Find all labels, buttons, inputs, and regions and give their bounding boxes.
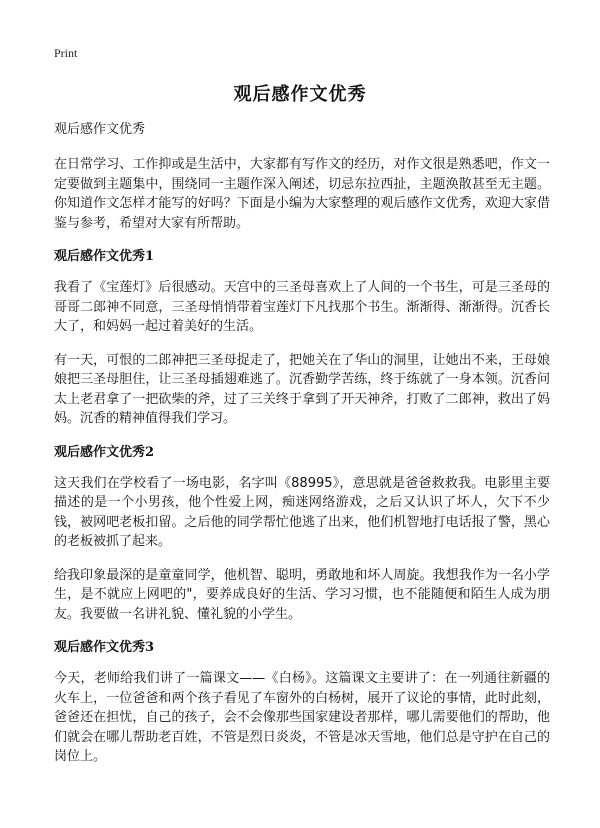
section-heading-2: 观后感作文优秀2 [54,444,155,460]
article-body [54,120,550,781]
section-3-paragraph-1: 今天，老师给我们讲了一篇课文——《白杨》。这篇课文主要讲了：在一列通往新疆的火车上，一位爸爸和两个孩子看见了车窗外的白杨树，展开了议论的事情，此时此刻，爸爸还在担忧，自己的孩子，会不会像那些国家建设者那样，哪儿需要他们的帮助，他们就会在哪儿帮助老百姓，不管是烈日炎炎，不管是冰天雪地，他们总是守护在自己的岗位上。 [54,671,550,764]
section-1-paragraph-2: 有一天，可恨的二郎神把三圣母捉走了，把她关在了华山的洞里，让她出不来，王母娘娘把三圣母胆住，让三圣母插翅难逃了。沉香勤学苦练，终于练就了一身本领。沉香问太上老君拿了一把砍柴的斧，过了三关终于拿到了开天神斧，打败了二郎神，救出了妈妈。沉香的精神值得我们学习。 [54,352,550,426]
section-heading-1: 观后感作文优秀1 [54,249,155,264]
print-link[interactable]: Print [54,46,78,60]
intro-paragraph: 在日常学习、工作抑或是生活中，大家都有写作文的经历，对作文很是熟悉吧，作文一定要做到主题集中，围绕同一主题作深入阐述，切忌东拉西扯，主题涣散甚至无主题。你知道作文怎样才能写的好吗？下面是小编为大家整理的观后感作文优秀，欢迎大家借鉴与参考，希望对大家有所帮助。 [54,157,550,231]
section-2-paragraph-2: 给我印象最深的是童童同学，他机智、聪明，勇敢地和坏人周旋。我想我作为一名小学生，是不就应上网吧的"，要养成良好的生活、学习习惯，也不能随便和陌生人成为朋友。我要做一名讲礼貌、懂礼貌的小学生。 [54,567,550,622]
section-1-paragraph-1: 我看了《宝莲灯》后很感动。天宫中的三圣母喜欢上了人间的一个书生，可是三圣母的哥哥二郎神不同意，三圣母悄悄带着宝莲灯下凡找那个书生。渐渐得、渐渐得。沉香长大了，和妈妈一起过着美好的生活。 [54,280,550,334]
page-title: 观后感作文优秀 [233,84,367,105]
article-subtitle: 观后感作文优秀 [54,122,146,137]
section-heading-3: 观后感作文优秀3 [54,640,155,655]
section-2-paragraph-1: 这天我们在学校看了一场电影，名字叫《88995》，意思就是爸爸救救我。电影里主要描述的是一个小男孩，他个性爱上网，痴迷网络游戏，之后又认识了坏人，欠下不少钱，被网吧老板扣留。之后他的同学帮忙他逃了出来，他们机智地打电话报了警，黑心的老板被抓了起来。 [54,475,550,549]
